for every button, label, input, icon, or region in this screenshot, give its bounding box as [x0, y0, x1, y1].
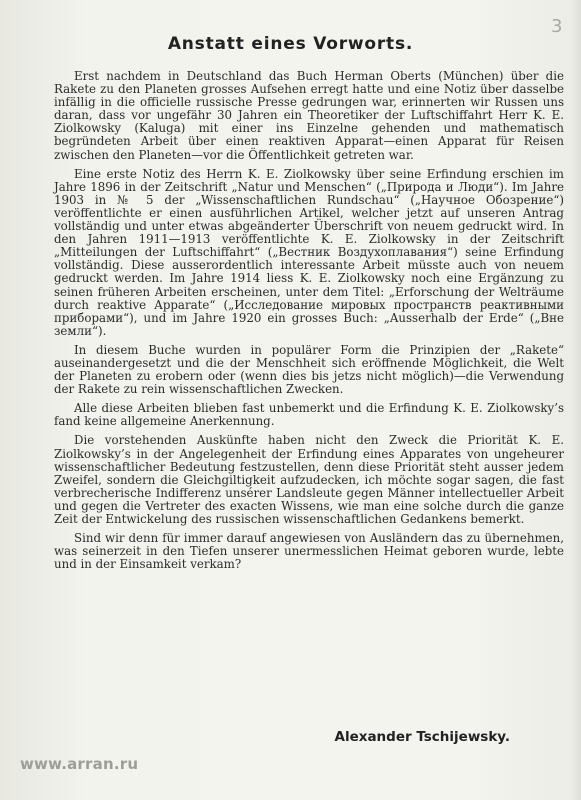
page-number: 3	[551, 16, 563, 37]
paragraph: In diesem Buche wurden in populärer Form die Prinzipien der „Rakete“ auseinandergesetzt und die der Menschheit sich eröffnende Möglichkeit, die Welt der Planeten zu erobern oder (wenn dies bis jetzs nicht möglich)—die Verwendung der Rakete zu rein wissenschaftlichen Zwecken.	[54, 342, 564, 397]
page-title: Anstatt eines Vorworts.	[167, 34, 414, 54]
body-text	[54, 70, 564, 577]
paragraph: Sind wir denn für immer darauf angewiesen von Ausländern das zu übernehmen, was seinerzeit in den Tiefen unserer unermesslichen Heimat geboren wurde, lebte und in der Einsamkeit verkam?	[54, 531, 564, 572]
paragraph: Die vorstehenden Auskünfte haben nicht den Zweck die Priorität K. E. Ziolkowsky’s in der Angelegenheit der Erfindung eines Apparates von ungeheurer wissenschaftlicher Bedeutung festzustellen, denn diese Priorität steht ausser jedem Zweifel, sondern die Gleichgiltigkeit aufzudecken, ich möchte sogar sagen, die fast verbrecherische Indifferenz unsérer Landsleute gegen Männer intellectueller Arbeit und gegen die Vertreter des exacten Wissens, wie man eine solche durch die ganze Zeit der Entwickelung des russischen wissenschaftlichen Gedankens bemerkt.	[54, 433, 564, 526]
author-signature: Alexander Tschijewsky.	[334, 729, 510, 745]
page-edge-shadow	[571, 0, 581, 800]
paragraph: Erst nachdem in Deutschland das Buch Herman Oberts (München) über die Rakete zu den Planeten grosses Aufsehen erregt hatte und eine Notiz über dasselbe infällig in die officielle russische Presse gedrungen war, erinnerten wir Russen uns daran, dass vor ungefähr 30 Jahren ein Theoretiker der Luftschiffahrt Herr K. E. Ziolkowsky (Kaluga) mit einer ins Einzelne gehenden und mathematisch begründeten Arbeit über einen reaktiven Apparat—einen Apparat für Reisen zwischen den Planeten—vor die Öffentlichkeit getreten war.	[54, 69, 564, 162]
site-watermark: www.arran.ru	[20, 755, 139, 773]
paragraph: Eine erste Notiz des Herrn K. E. Ziolkowsky über seine Erfindung erschien im Jahre 1896 in der Zeitschrift „Natur und Menschen“ („Природа и Люди“). Im Jahre 1903 in № 5 der „Wissenschaftlichen Rundschau“ („Научное Обозрение“) veröffentlichte er einen ausführlichen Artikel, welcher jetzt auf unseren Antrag vollständig und unter etwas abgeänderter Überschrift von neuem gedruckt wird. In den Jahren 1911—1913 veröffentlichte K. E. Ziolkowsky in der Zeitschrift „Mitteilungen der Luftschiffahrt“ („Вестник Воздухоплавания“) seine Erfindung vollständig. Diese ausserordentlich interessante Arbeit müsste auch von neuem gedruckt werden. Im Jahre 1914 liess K. E. Ziolkowsky noch eine Ergänzung zu seinen früheren Arbeiten erscheinen, unter dem Titel: „Erforschung der Welträume durch reaktive Apparate“ („Исследование мировых пространств реактивными приборами“), und im Jahre 1920 ein grosses Buch: „Ausserhalb der Erde“ („Вне земли“).	[54, 166, 564, 338]
paragraph: Alle diese Arbeiten blieben fast unbemerkt und die Erfindung K. E. Ziolkowsky’s fand keine allgemeine Anerkennung.	[54, 401, 564, 429]
